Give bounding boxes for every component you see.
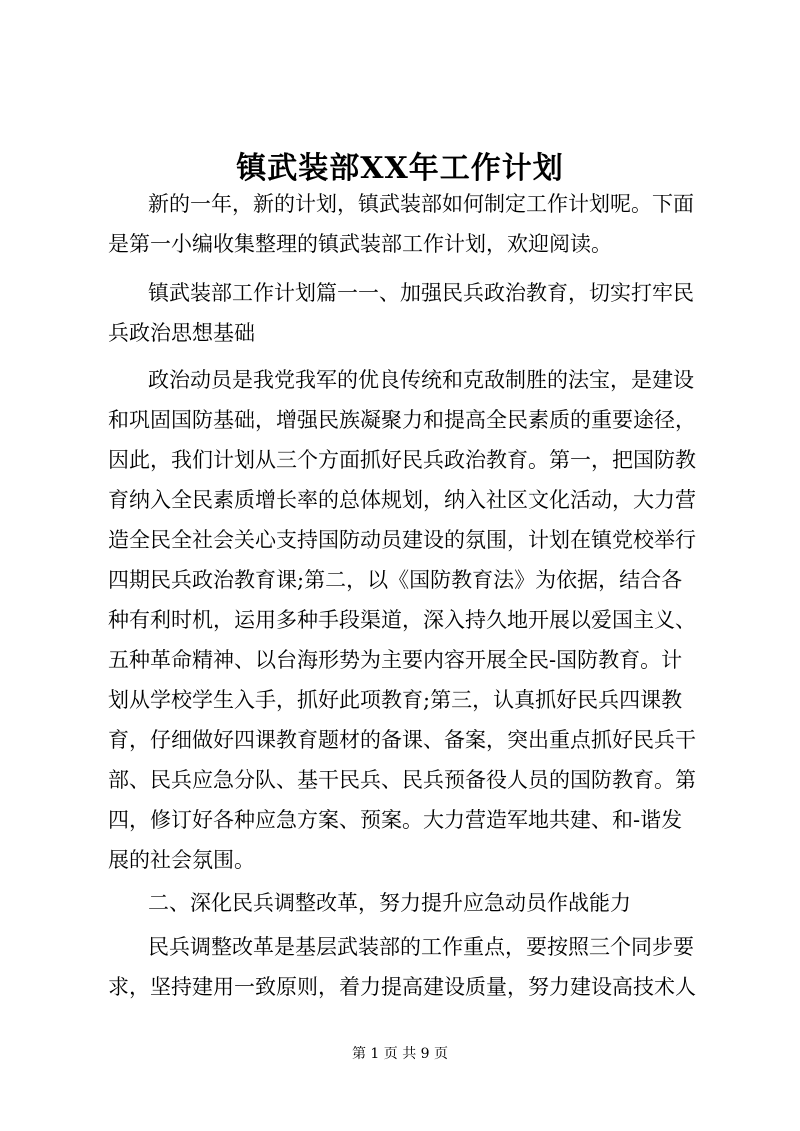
- paragraph-line: 育纳入全民素质增长率的总体规划，纳入社区文化活动，大力营: [108, 488, 696, 512]
- paragraph-line: 新的一年，新的计划，镇武装部如何制定工作计划呢。下面: [148, 192, 694, 216]
- paragraph-line: 展的社会氛围。: [108, 848, 255, 872]
- paragraph-line: 因此，我们计划从三个方面抓好民兵政治教育。第一，把国防教: [108, 448, 696, 472]
- paragraph-line: 政治动员是我党我军的优良传统和克敌制胜的法宝，是建设: [148, 368, 694, 392]
- paragraph-line: 和巩固国防基础，增强民族凝聚力和提高全民素质的重要途径，: [108, 408, 696, 432]
- page-footer: 第 1 页 共 9 页: [351, 1046, 449, 1062]
- paragraph-line: 种有利时机，运用多种手段渠道，深入持久地开展以爱国主义、: [108, 608, 696, 632]
- paragraph-line: 造全民全社会关心支持国防动员建设的氛围，计划在镇党校举行: [108, 528, 696, 552]
- paragraph-line: 部、民兵应急分队、基干民兵、民兵预备役人员的国防教育。第: [108, 768, 696, 792]
- paragraph-line: 划从学校学生入手，抓好此项教育;第三，认真抓好民兵四课教: [108, 688, 683, 712]
- paragraph-line: 四期民兵政治教育课;第二，以《国防教育法》为依据，结合各: [108, 568, 683, 592]
- paragraph-line: 四，修订好各种应急方案、预案。大力营造军地共建、和-谐发: [108, 808, 683, 832]
- paragraph-line: 育，仔细做好四课教育题材的备课、备案，突出重点抓好民兵干: [108, 728, 696, 752]
- paragraph-line: 求，坚持建用一致原则，着力提高建设质量，努力建设高技术人: [108, 975, 696, 999]
- section-heading: 二、深化民兵调整改革，努力提升应急动员作战能力: [148, 891, 631, 915]
- paragraph-line: 五种革命精神、以台海形势为主要内容开展全民-国防教育。计: [108, 648, 683, 672]
- paragraph-line: 是第一小编收集整理的镇武装部工作计划，欢迎阅读。: [108, 232, 612, 256]
- paragraph-line: 镇武装部工作计划篇一一、加强民兵政治教育，切实打牢民: [148, 281, 694, 305]
- paragraph-line: 兵政治思想基础: [108, 321, 255, 345]
- document-title: 镇武装部XX年工作计划: [236, 151, 564, 186]
- paragraph-line: 民兵调整改革是基层武装部的工作重点，要按照三个同步要: [148, 935, 694, 959]
